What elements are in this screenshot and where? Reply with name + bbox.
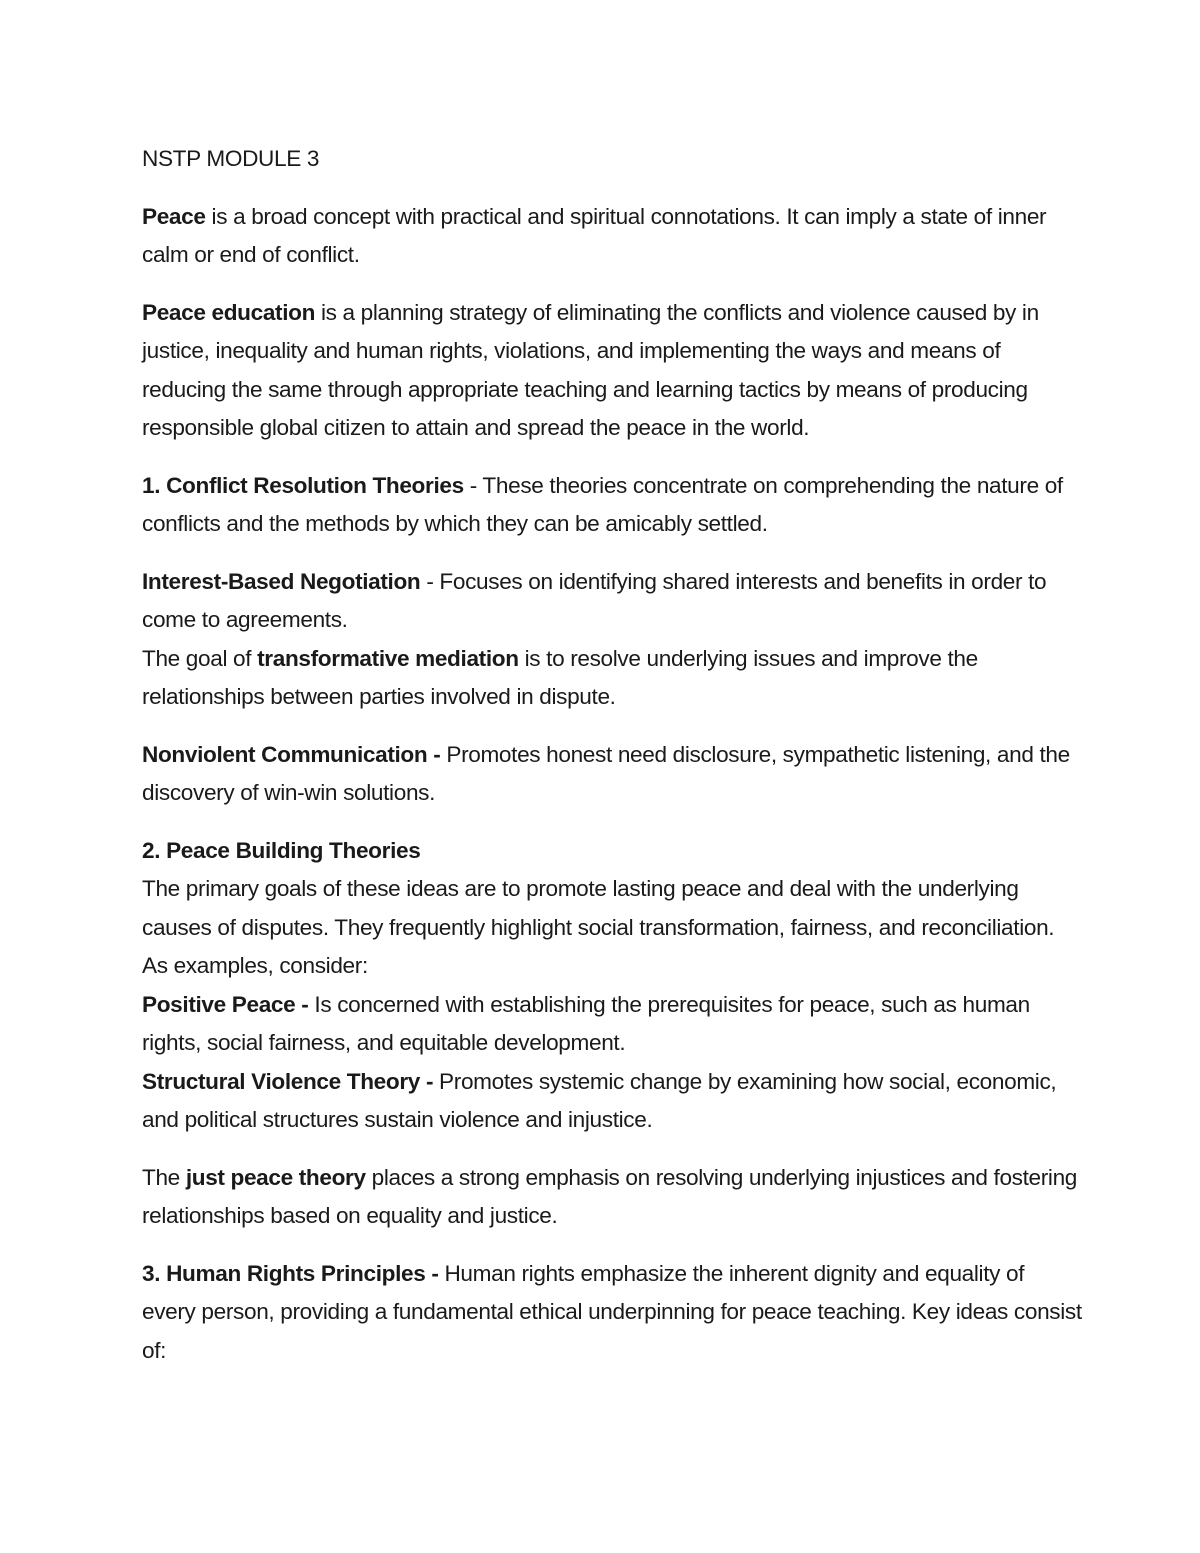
paragraph-transformative-mediation: The goal of transformative mediation is to resolve underlying issues and improve the relationships between parties involved in dispute. — [142, 645, 978, 709]
paragraph-structural-violence: Structural Violence Theory - Promotes systemic change by examining how social, economic, and political structures sustain violence and injustice. — [142, 1068, 1057, 1132]
section-2-intro: The primary goals of these ideas are to promote lasting peace and deal with the underlying causes of disputes. They frequently highlight social transformation, fairness, and reconciliation. As examples, consider: — [142, 876, 1055, 978]
term-interest-based-negotiation: Interest-Based Negotiation — [142, 568, 421, 594]
section-2-heading: 2. Peace Building Theories — [142, 837, 421, 863]
paragraph-interest-based: Interest-Based Negotiation - Focuses on identifying shared interests and benefits in order to come to agreements. — [142, 568, 1047, 632]
paragraph-positive-peace: Positive Peace - Is concerned with establishing the prerequisites for peace, such as human rights, social fairness, and equitable development. — [142, 991, 1030, 1055]
term-peace: Peace — [142, 203, 206, 229]
section-3-heading: 3. Human Rights Principles - — [142, 1260, 439, 1286]
paragraph-just-peace: The just peace theory places a strong emphasis on resolving underlying injustices and fostering relationships based on equality and justice. — [142, 1164, 1078, 1228]
negotiation-block — [142, 563, 1082, 717]
term-just-peace-theory: just peace theory — [185, 1164, 366, 1190]
section-3-human-rights: 3. Human Rights Principles - Human rights emphasize the inherent dignity and equality of every person, providing a fundamental ethical underpinning for peace teaching. Key ideas consist of: — [142, 1260, 1082, 1363]
term-peace-education: Peace education — [142, 299, 316, 325]
section-2-heading-line — [142, 832, 1082, 871]
term-positive-peace: Positive Peace - — [142, 991, 309, 1017]
term-nonviolent-communication: Nonviolent Communication - — [142, 741, 441, 767]
document-body — [142, 140, 1082, 1389]
term-structural-violence-theory: Structural Violence Theory - — [142, 1068, 434, 1094]
section-1-heading: 1. Conflict Resolution Theories — [142, 472, 464, 498]
section-2-peace-building — [142, 832, 1082, 1140]
section-1-conflict-resolution: 1. Conflict Resolution Theories - These theories concentrate on comprehending the nature of conflicts and the methods by which they can be amicably settled. — [142, 472, 1063, 536]
paragraph-peace-education: Peace education is a planning strategy of eliminating the conflicts and violence caused by in justice, inequality and human rights, violations, and implementing the ways and means of reducing the same through appropriate teaching and learning tactics by means of producing responsible global citizen to attain and spread the peace in the world. — [142, 299, 1039, 440]
term-transformative-mediation: transformative mediation — [257, 645, 519, 671]
document-title: NSTP MODULE 3 — [142, 146, 320, 171]
paragraph-peace: Peace is a broad concept with practical and spiritual connotations. It can imply a state of inner calm or end of conflict. — [142, 203, 1047, 267]
paragraph-nonviolent-communication: Nonviolent Communication - Promotes honest need disclosure, sympathetic listening, and the discovery of win-win solutions. — [142, 741, 1070, 805]
